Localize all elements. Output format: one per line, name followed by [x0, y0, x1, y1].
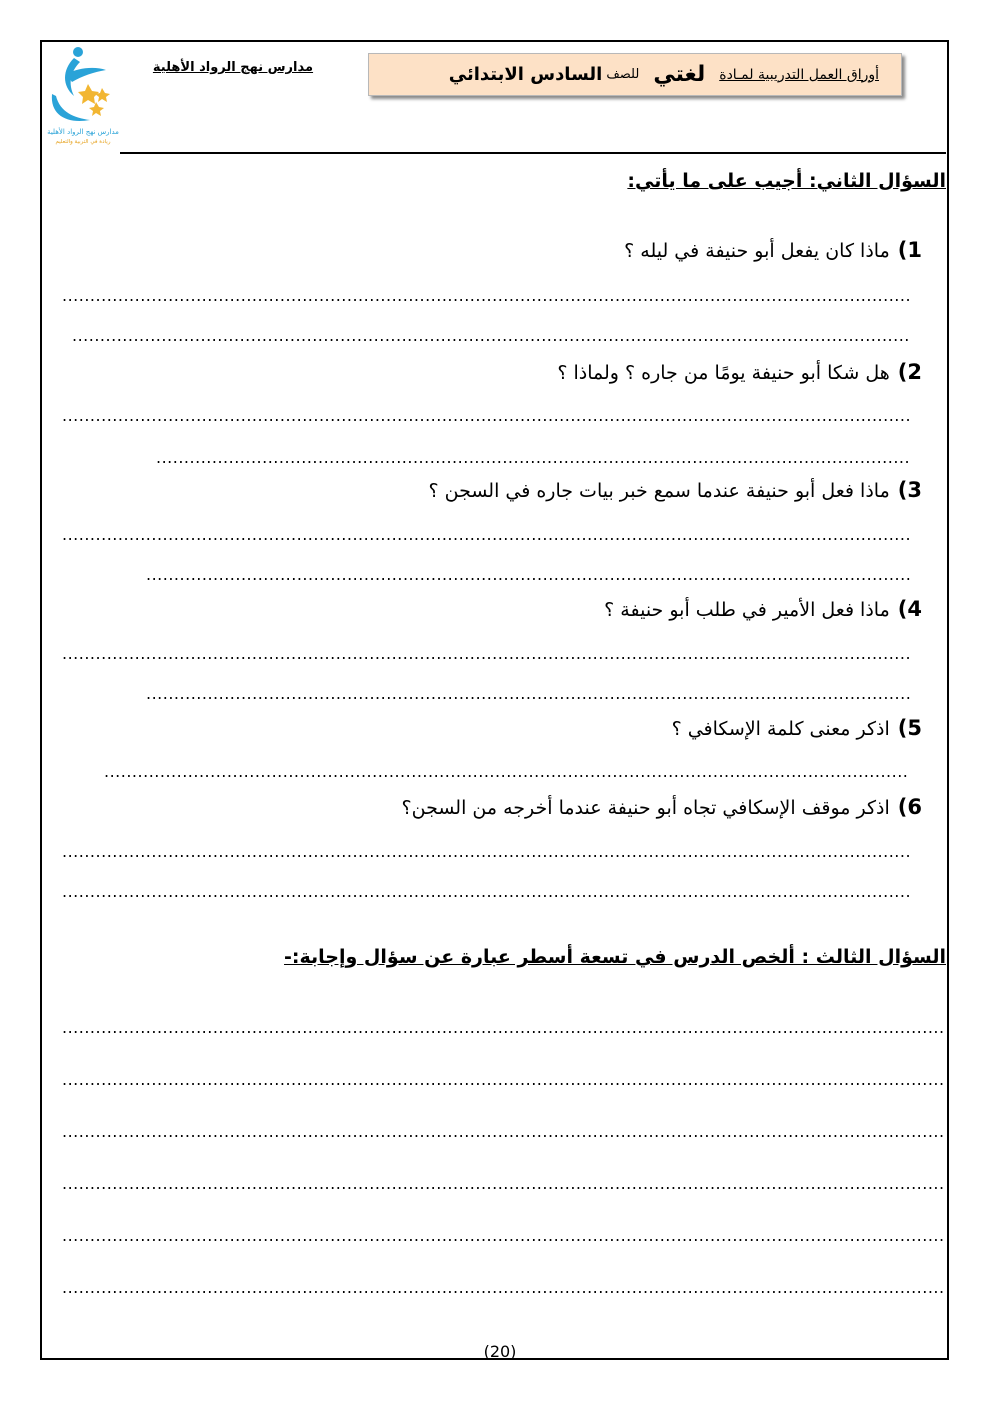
summary-line[interactable]: [62, 1280, 946, 1296]
page-number: (20): [483, 1342, 517, 1361]
summary-line[interactable]: [62, 1228, 946, 1244]
answer-line[interactable]: [146, 567, 910, 583]
question-4: 4)ماذا فعل الأمير في طلب أبو حنيفة ؟: [604, 597, 922, 621]
answer-line[interactable]: [156, 450, 910, 466]
summary-line[interactable]: [62, 1124, 946, 1140]
question-1: 1)ماذا كان يفعل أبو حنيفة في ليله ؟: [624, 238, 922, 262]
school-logo: [44, 44, 122, 148]
grade-name: السادس الابتدائي: [448, 64, 603, 85]
answer-line[interactable]: [62, 288, 910, 304]
summary-line[interactable]: [62, 1020, 946, 1036]
worksheet-title-box: [368, 53, 902, 96]
summary-line[interactable]: [62, 1072, 946, 1088]
header-divider: [120, 152, 946, 154]
question-3: 3)ماذا فعل أبو حنيفة عندما سمع خبر بيات جاره في السجن ؟: [428, 478, 922, 502]
section3-heading: السؤال الثالث : ألخص الدرس في تسعة أسطر عبارة عن سؤال وإجابة:-: [284, 946, 946, 968]
answer-line[interactable]: [104, 764, 910, 780]
answer-line[interactable]: [62, 527, 910, 543]
question-6: 6)اذكر موقف الإسكافي تجاه أبو حنيفة عندما أخرجه من السجن؟: [401, 795, 922, 819]
answer-line[interactable]: [62, 646, 910, 662]
question-5: 5)اذكر معنى كلمة الإسكافي ؟: [671, 716, 922, 740]
answer-line[interactable]: [62, 844, 910, 860]
subject-name: لغتي: [653, 62, 706, 87]
svg-text:ريادة في التربية والتعليم: ريادة في التربية والتعليم: [55, 139, 111, 145]
section2-heading: السؤال الثاني: أجيب على ما يأتي:: [627, 170, 946, 192]
class-label: للصف: [606, 67, 640, 82]
answer-line[interactable]: [62, 884, 910, 900]
summary-line[interactable]: [62, 1176, 946, 1192]
question-2: 2)هل شكا أبو حنيفة يومًا من جاره ؟ ولماذا ؟: [557, 360, 922, 384]
title-prefix: أوراق العمل التدريبية لمـادة: [719, 66, 879, 83]
answer-line[interactable]: [146, 686, 910, 702]
answer-line[interactable]: [72, 328, 910, 344]
answer-line[interactable]: [62, 408, 910, 424]
svg-text:مدارس نهج الرواد الأهلية: مدارس نهج الرواد الأهلية: [47, 128, 119, 136]
school-name: مدارس نهج الرواد الأهلية: [152, 60, 314, 75]
